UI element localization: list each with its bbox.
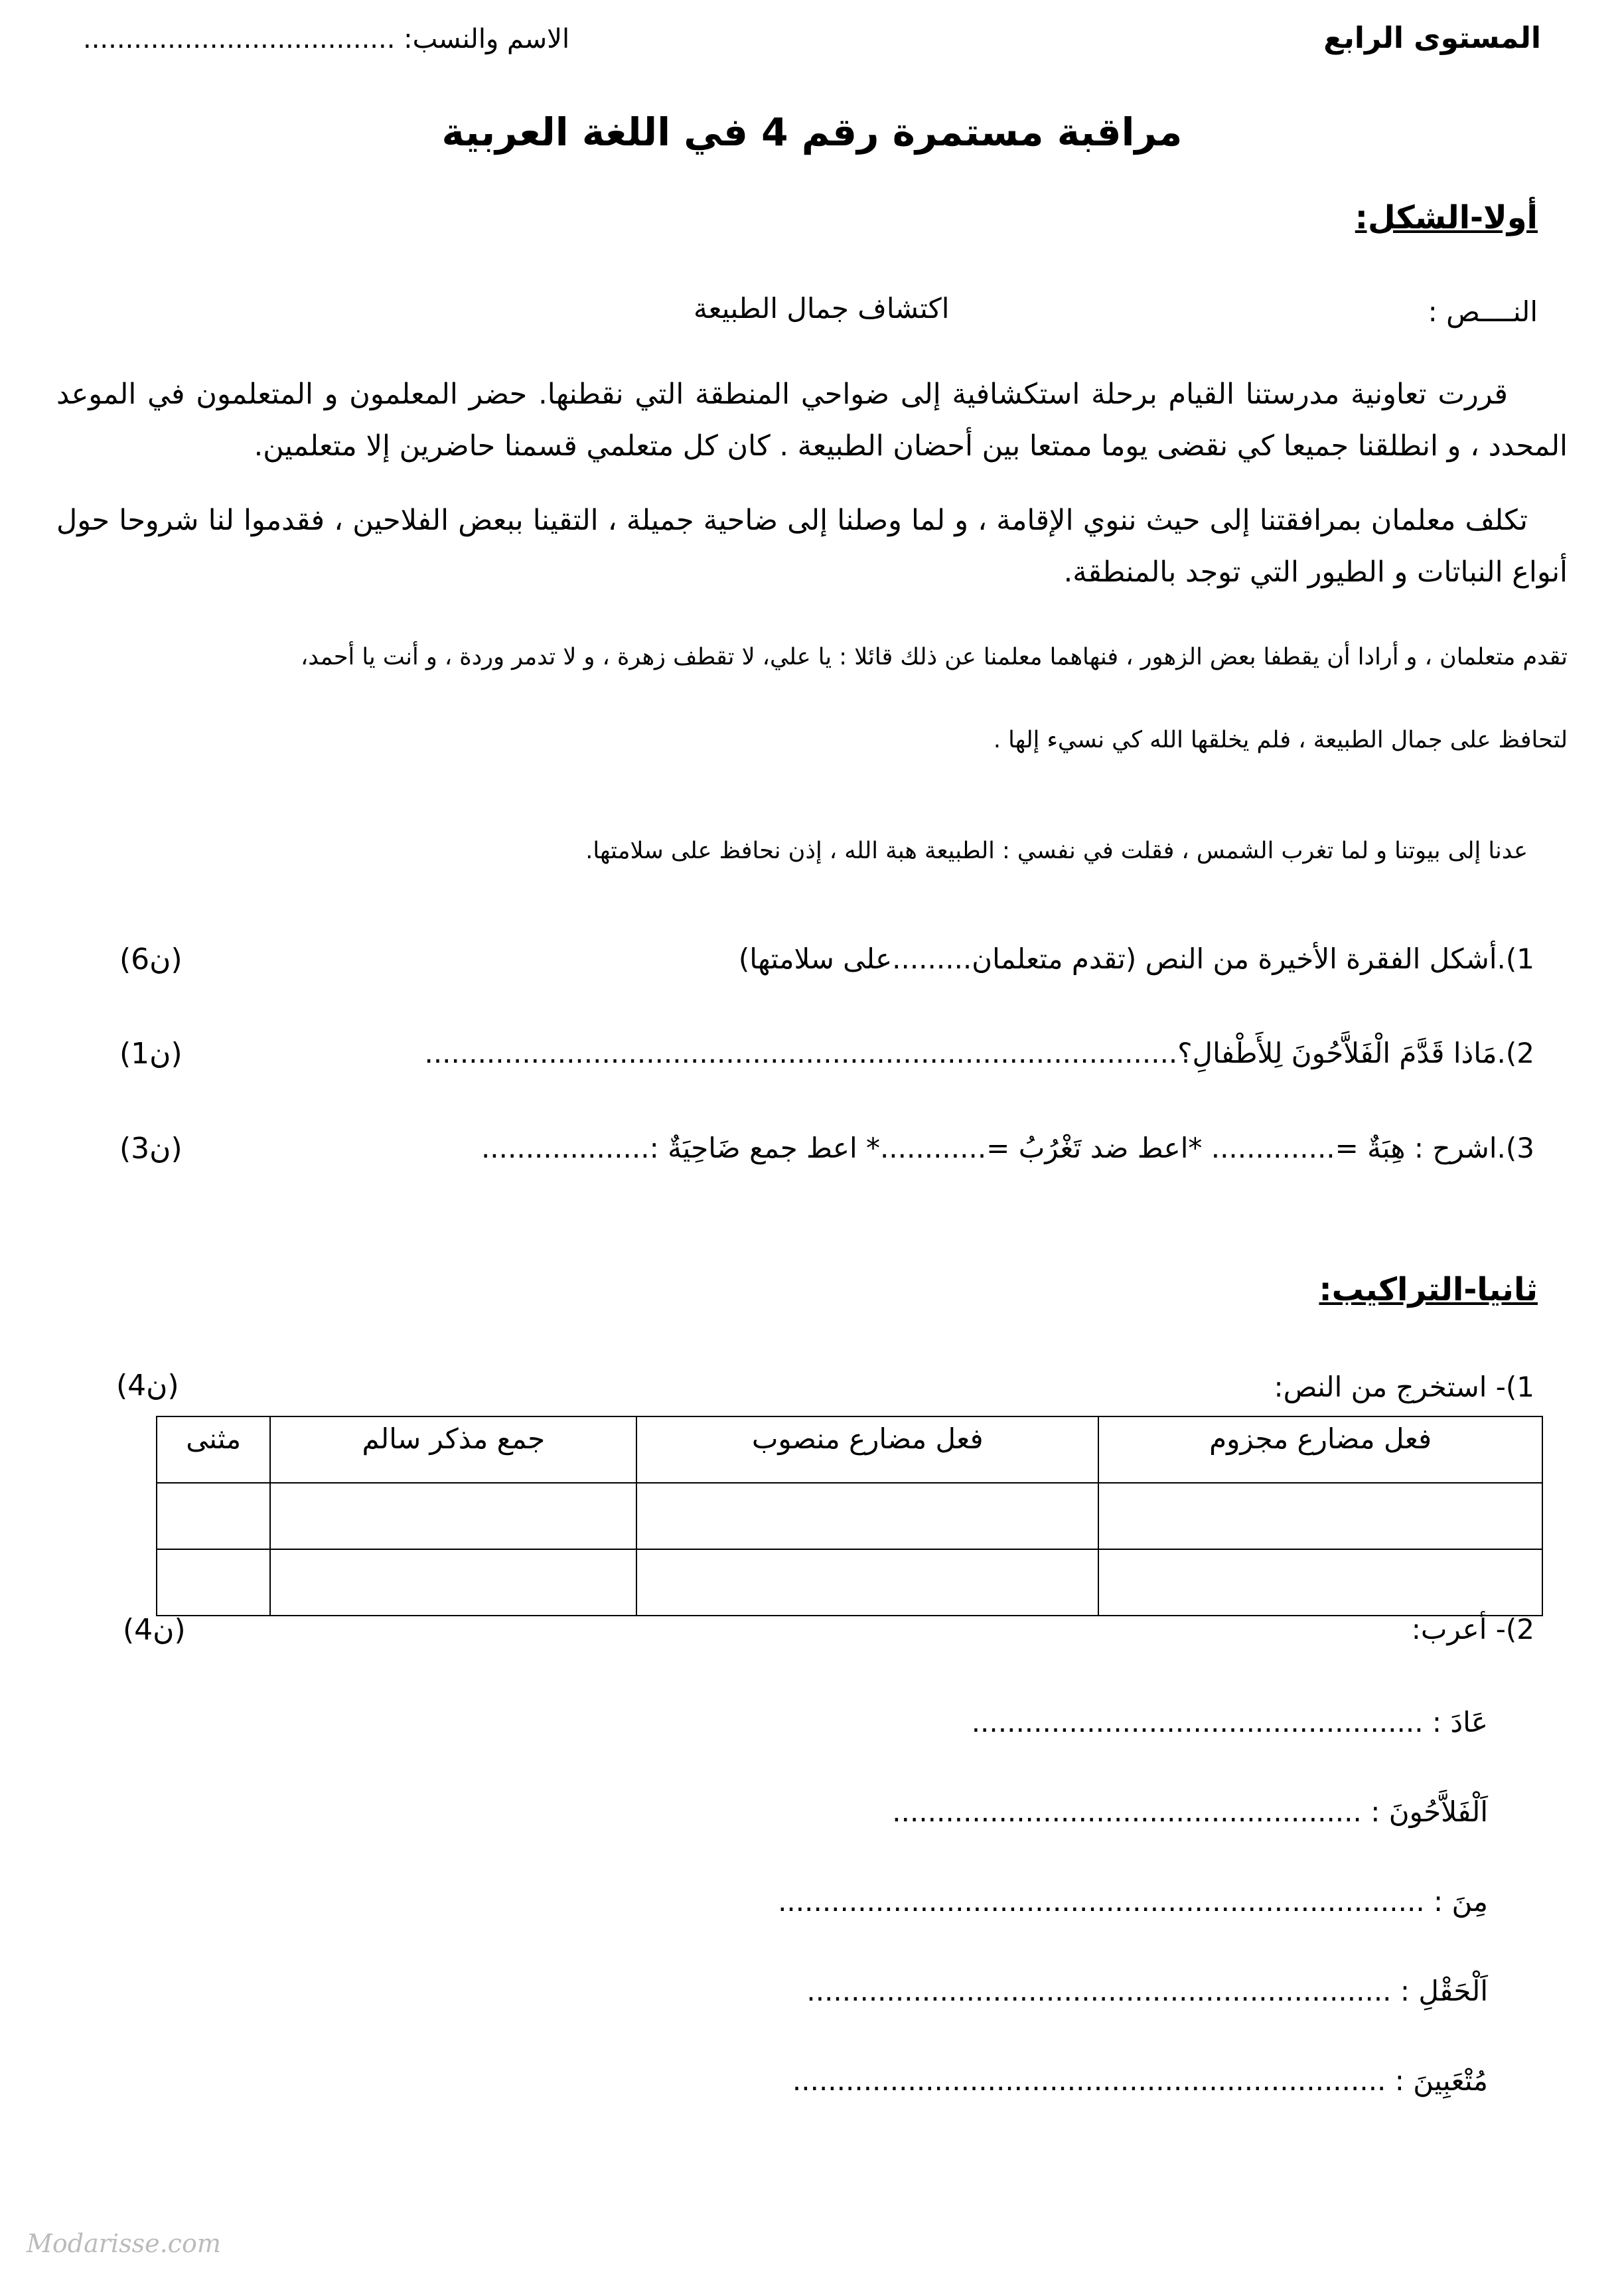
table-header-cell: فعل مضارع منصوب	[636, 1416, 1098, 1483]
paragraph-3-line-2: لتحافظ على جمال الطبيعة ، فلم يخلقها الله كي نسيء إلها .	[993, 727, 1568, 753]
paragraph-2: تكلف معلمان بمرافقتنا إلى حيث ننوي الإقامة ، و لما وصلنا إلى ضاحية جميلة ، التقينا ببعض الفلاحين ، فقدموا لنا شروحا حول أنواع النباتات و الطيور التي توجد بالمنطقة.	[56, 504, 1568, 589]
parse-word-1: عَادَ : ...................................................	[971, 1706, 1488, 1738]
parse-word-3: مِنَ : .........................................................................	[778, 1885, 1488, 1918]
table-cell[interactable]	[1098, 1483, 1542, 1549]
extract-question: 1)- استخرج من النص:	[1274, 1371, 1534, 1403]
page-title: مراقبة مستمرة رقم 4 في اللغة العربية	[441, 110, 1183, 155]
table-cell[interactable]	[270, 1549, 636, 1616]
name-field: الاسم والنسب: .....................................	[83, 24, 570, 54]
table-cell[interactable]	[157, 1549, 270, 1616]
paragraph-3-line-1: تقدم متعلمان ، و أرادا أن يقطفا بعض الزهور ، فنهاهما معلمنا عن ذلك قائلا : يا علي، لا تقطف زهرة ، و لا تدمر وردة ، و أنت يا أحمد،	[300, 644, 1568, 670]
section-heading-structures: ثانيا-التراكيب:	[1319, 1271, 1538, 1308]
table-header-cell: فعل مضارع مجزوم	[1098, 1416, 1542, 1483]
section-heading-form: أولا-الشكل:	[1355, 199, 1538, 236]
table-cell[interactable]	[157, 1483, 270, 1549]
paragraph-1: قررت تعاونية مدرستنا القيام برحلة استكشافية إلى ضواحي المنطقة التي نقطنها. حضر المعلمون و المتعلمون في الموعد المحدد ، و انطلقنا جميعا كي نقضى يوما ممتعا بين أحضان الطبيعة . كان كل متعلمي قسمنا حاضرين إلا متعلمين.	[56, 378, 1568, 463]
table-row	[157, 1483, 1542, 1549]
question-2: 2).مَاذا قَدَّمَ الْفَلاَّحُونَ لِلأَطْفالِ؟.....................................................................................	[424, 1037, 1534, 1069]
table-cell[interactable]	[636, 1483, 1098, 1549]
table-row	[157, 1549, 1542, 1616]
parse-question: 2)- أعرب:	[1411, 1613, 1534, 1645]
parse-question-score: (4ن)	[123, 1613, 186, 1647]
extract-question-score: (4ن)	[116, 1369, 179, 1403]
question-1-score: (6ن)	[119, 943, 183, 976]
table-header-row	[157, 1416, 1542, 1483]
paragraph-4: عدنا إلى بيوتنا و لما تغرب الشمس ، فقلت في نفسي : الطبيعة هبة الله ، إذن نحافظ على سلامتها.	[585, 838, 1528, 864]
level-label: المستوى الرابع	[1323, 21, 1541, 55]
text-title: اكتشاف جمال الطبيعة	[694, 292, 950, 325]
parse-word-4: اَلْحَقْلِ : ..................................................................	[806, 1975, 1488, 2007]
parse-word-2: اَلْفَلاَّحُونَ : .....................................................	[892, 1795, 1488, 1828]
table-cell[interactable]	[270, 1483, 636, 1549]
extraction-table	[156, 1416, 1543, 1616]
question-2-score: (1ن)	[119, 1037, 183, 1071]
question-3: 3).اشرح : هِبَةٌ =.............. *اعط ضد تَغْرُبُ =............* اعط جمع ضَاحِيَةٌ :...................	[480, 1132, 1534, 1164]
table-header-cell: مثنى	[157, 1416, 270, 1483]
table-cell[interactable]	[1098, 1549, 1542, 1616]
parse-word-5: مُتْعَبِينَ : ...................................................................	[792, 2064, 1488, 2097]
table-cell[interactable]	[636, 1549, 1098, 1616]
table-header-cell: جمع مذكر سالم	[270, 1416, 636, 1483]
question-1: 1).أشكل الفقرة الأخيرة من النص (تقدم متعلمان.........على سلامتها)	[738, 943, 1534, 975]
question-3-score: (3ن)	[119, 1132, 183, 1166]
text-label: النــــص :	[1428, 295, 1538, 328]
watermark: Modarisse.com	[27, 2229, 221, 2258]
